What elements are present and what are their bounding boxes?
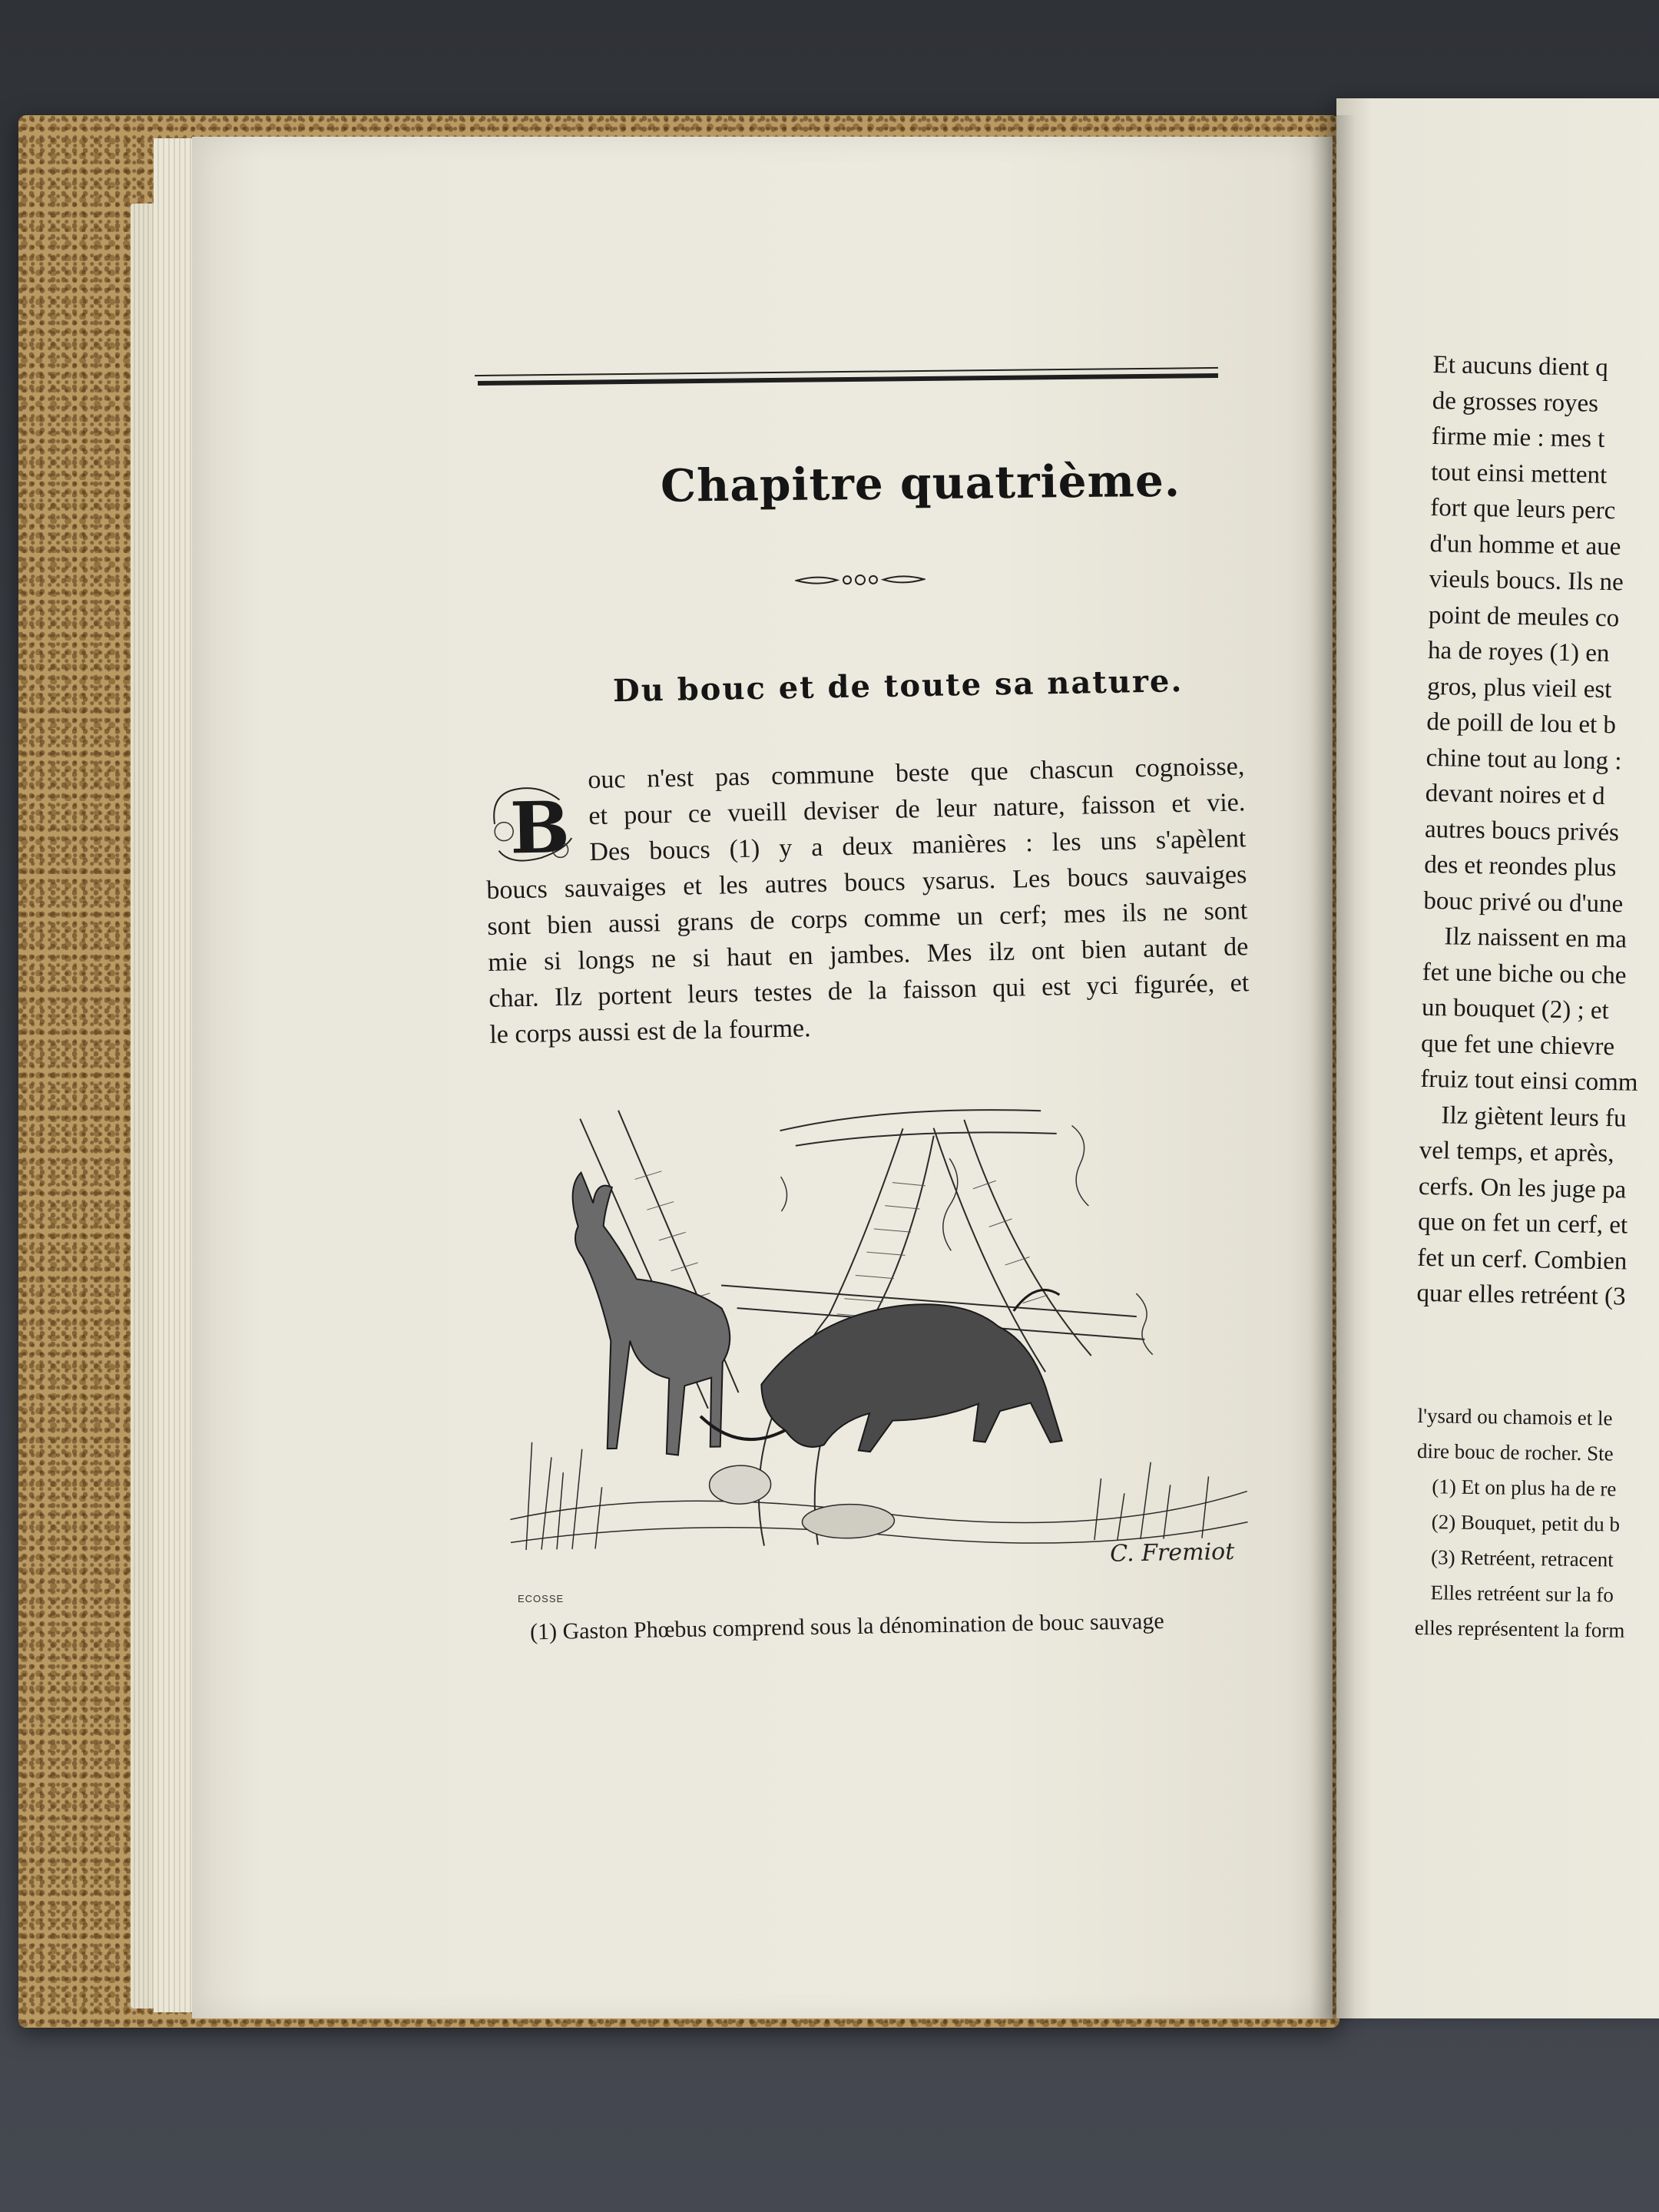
paragraph-line: Des boucs (1) y a deux manières : les uns s'apèlent (589, 824, 1247, 867)
right-line: Ilz giètent leurs fu (1441, 1101, 1627, 1133)
right-line: devant noires et d (1425, 779, 1605, 810)
right-line: autres boucs privés (1424, 815, 1620, 846)
right-note-line: dire bouc de rocher. Ste (1416, 1439, 1614, 1465)
flourish-ornament (795, 570, 926, 590)
paragraph-line: le corps aussi est de la fourme. (488, 1014, 811, 1049)
right-line: que fet une chievre (1420, 1029, 1615, 1061)
right-line: bouc privé ou d'une (1423, 886, 1624, 918)
right-line: chine tout au long : (1426, 743, 1622, 775)
right-line: fruiz tout einsi comm (1420, 1065, 1638, 1097)
right-line: gros, plus vieil est (1426, 672, 1612, 704)
drop-cap-letter: B (509, 786, 571, 870)
right-note-line: (2) Bouquet, petit du b (1431, 1510, 1621, 1536)
section-title: Du bouc et de toute sa nature. (612, 663, 1184, 710)
engraving-illustration (503, 1077, 1249, 1574)
paragraph-line: ouc n'est pas commune beste que chascun cognoisse, (588, 752, 1245, 795)
right-line: fort que leurs perc (1430, 493, 1616, 525)
right-page-text (1416, 347, 1659, 1316)
right-line: Et aucuns dient q (1432, 350, 1609, 382)
right-note-line: (1) Et on plus ha de re (1432, 1475, 1617, 1501)
right-line: quar elles retréent (3 (1416, 1279, 1626, 1311)
paragraph-line: mie si longs ne si haut en jambes. Mes ilz ont bien autant de (488, 932, 1249, 977)
artist-signature: C. Fremiot (1109, 1538, 1235, 1568)
chapter-title: Chapitre quatrième. (660, 454, 1181, 512)
paragraph-line: sont bien aussi grans de corps comme un cerf; mes ils ne sont (487, 896, 1248, 941)
right-line: ha de royes (1) en (1427, 636, 1610, 668)
right-line: de poill de lou et b (1426, 707, 1617, 740)
right-line: fet un cerf. Combien (1416, 1243, 1628, 1276)
right-line: vieuls boucs. Ils ne (1429, 565, 1624, 597)
right-line: un bouquet (2) ; et (1421, 993, 1610, 1025)
right-line: cerfs. On les juge pa (1418, 1172, 1627, 1204)
right-line: des et reondes plus (1423, 850, 1617, 882)
paragraph-line: boucs sauvaiges et les autres boucs ysarus. Les boucs sauvaiges (486, 860, 1247, 905)
right-line: point de meules co (1428, 601, 1620, 632)
right-line: que on fet un cerf, et (1417, 1207, 1628, 1240)
right-note-line: (3) Retréent, retracent (1430, 1545, 1614, 1571)
right-line: de grosses royes (1432, 386, 1599, 418)
right-page-footnotes (1415, 1398, 1659, 1648)
right-line: fet une biche ou che (1422, 958, 1627, 990)
right-note-line: l'ysard ou chamois et le (1417, 1403, 1613, 1430)
right-line: tout einsi mettent (1430, 458, 1608, 489)
book-gutter (1310, 115, 1356, 2020)
right-line: firme mie : mes t (1431, 422, 1605, 453)
paragraph-line: et pour ce vueill deviser de leur nature, faisson et vie. (588, 788, 1246, 831)
footnote: (1) Gaston Phœbus comprend sous la dénomination de bouc sauvage (529, 1608, 1164, 1645)
right-line: Ilz naissent en ma (1444, 922, 1628, 954)
paragraph-line: char. Ilz portent leurs testes de la faisson qui est yci figurée, et (488, 969, 1250, 1013)
engraver-mark: ECOSSE (518, 1593, 565, 1604)
right-line: vel temps, et après, (1419, 1136, 1614, 1168)
body-paragraph (484, 748, 1250, 1053)
right-note-line: Elles retréent sur la fo (1430, 1581, 1614, 1607)
right-line: d'un homme et aue (1429, 529, 1621, 561)
right-note-line: elles représentent la form (1414, 1615, 1625, 1642)
